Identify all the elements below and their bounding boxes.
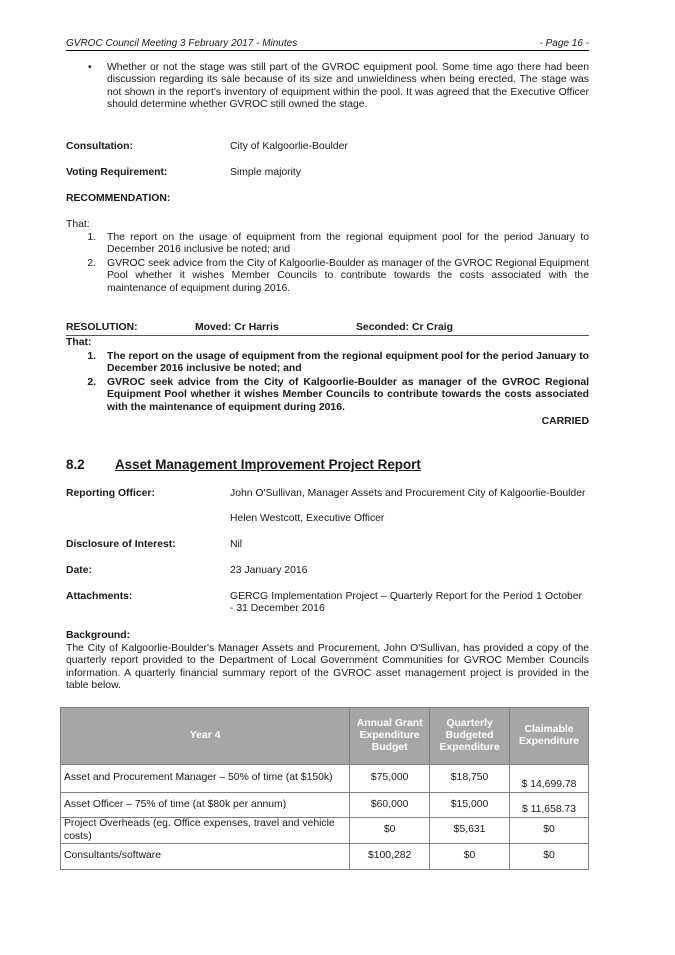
table-cell-item: Asset and Procurement Manager – 50% of time (at $150k) — [61, 765, 350, 793]
resolution-item-number: 2. — [87, 377, 96, 388]
reporting-officer-value: John O'Sullivan, Manager Assets and Procurement City of Kalgoorlie-Boulder — [230, 488, 586, 499]
bullet-paragraph: Whether or not the stage was still part of the GVROC equipment pool. Some time ago there had been discussion regarding its sale because of its size and unwieldiness when being erected. The stage was not shown in the report's inventory of equipment within the pool. It was agreed that the Executive Officer should determine whether GVROC still owned the stage. — [107, 62, 589, 111]
resolution-item: The report on the usage of equipment from the regional equipment pool for the period January to December 2016 inclusive be noted; and — [107, 351, 589, 375]
column-header-quarterly-budget: Quarterly Budgeted Expenditure — [430, 708, 510, 765]
recommendation-item: GVROC seek advice from the City of Kalgoorlie-Boulder as manager of the GVROC Regional Equipment Pool whether it wishes Member Councils to contribute towards the costs associated with the maintenance of equipment during 2016. — [107, 258, 589, 294]
resolution-moved: Moved: Cr Harris — [195, 322, 279, 333]
financial-summary-table — [60, 707, 589, 870]
table-cell-quarterly: $18,750 — [430, 765, 510, 793]
table-cell-claimable: $0 — [510, 818, 589, 844]
table-cell-claimable: $ 11,658.73 — [510, 793, 589, 818]
reporting-officer-label: Reporting Officer: — [66, 488, 155, 499]
table-cell-annual: $100,282 — [350, 844, 430, 870]
section-number: 8.2 — [66, 457, 85, 472]
table-cell-claimable: $0 — [510, 844, 589, 870]
resolution-label: RESOLUTION: — [66, 322, 138, 333]
resolution-item-number: 1. — [87, 351, 96, 362]
voting-requirement-value: Simple majority — [230, 167, 302, 178]
table-row — [61, 818, 589, 844]
table-header-row — [61, 708, 589, 765]
table-row — [61, 793, 589, 818]
header-meeting-title: GVROC Council Meeting 3 February 2017 - Minutes — [66, 38, 298, 49]
reporting-officer-value: Helen Westcott, Executive Officer — [230, 513, 385, 524]
disclosure-value: Nil — [230, 539, 243, 550]
table-cell-annual: $60,000 — [350, 793, 430, 818]
recommendation-item-number: 1. — [87, 232, 96, 243]
table-cell-quarterly: $0 — [430, 844, 510, 870]
consultation-label: Consultation: — [66, 141, 133, 152]
table-cell-item: Project Overheads (eg. Office expenses, travel and vehicle costs) — [61, 818, 350, 844]
background-paragraph: The City of Kalgoorlie-Boulder's Manager Assets and Procurement, John O'Sullivan, has provided a copy of the quarterly report provided to the Department of Local Government Communities for GVROC Member Councils information. A quarterly financial summary report of the GVROC asset management project is provided in the table below. — [66, 643, 589, 692]
resolution-status: CARRIED — [541, 416, 589, 427]
table-cell-quarterly: $15,000 — [430, 793, 510, 818]
table-cell-item: Consultants/software — [61, 844, 350, 870]
recommendation-item: The report on the usage of equipment from the regional equipment pool for the period January to December 2016 inclusive be noted; and — [107, 232, 589, 256]
attachments-label: Attachments: — [66, 591, 133, 602]
page-header — [66, 38, 589, 51]
bullet-symbol: • — [88, 62, 92, 73]
consultation-value: City of Kalgoorlie-Boulder — [230, 141, 348, 152]
recommendation-that: That: — [66, 219, 90, 230]
table-row — [61, 844, 589, 870]
voting-requirement-label: Voting Requirement: — [66, 167, 168, 178]
attachments-value: GERCG Implementation Project – Quarterly Report for the Period 1 October - 31 December 2016 — [230, 591, 582, 615]
resolution-seconded: Seconded: Cr Craig — [356, 322, 453, 333]
section-title: Asset Management Improvement Project Report — [115, 457, 421, 472]
background-heading: Background: — [66, 630, 131, 641]
table-row — [61, 765, 589, 793]
table-cell-annual: $0 — [350, 818, 430, 844]
recommendation-item-number: 2. — [87, 258, 96, 269]
column-header-annual-budget: Annual Grant Expenditure Budget — [350, 708, 430, 765]
date-label: Date: — [66, 565, 92, 576]
recommendation-heading: RECOMMENDATION: — [66, 193, 171, 204]
resolution-item: GVROC seek advice from the City of Kalgoorlie-Boulder as manager of the GVROC Regional Equipment Pool whether it wishes Member Councils to contribute towards the costs associated with the maintenance of equipment during 2016. — [107, 377, 589, 413]
column-header-year: Year 4 — [61, 708, 350, 765]
table-cell-item: Asset Officer – 75% of time (at $80k per annum) — [61, 793, 350, 818]
table-cell-quarterly: $5,631 — [430, 818, 510, 844]
header-page-number: - Page 16 - — [539, 38, 589, 49]
date-value: 23 January 2016 — [230, 565, 308, 576]
disclosure-label: Disclosure of Interest: — [66, 539, 176, 550]
resolution-that: That: — [66, 337, 92, 348]
table-cell-claimable: $ 14,699.78 — [510, 765, 589, 793]
resolution-divider — [66, 335, 589, 336]
table-cell-annual: $75,000 — [350, 765, 430, 793]
column-header-claimable: Claimable Expenditure — [510, 708, 589, 765]
